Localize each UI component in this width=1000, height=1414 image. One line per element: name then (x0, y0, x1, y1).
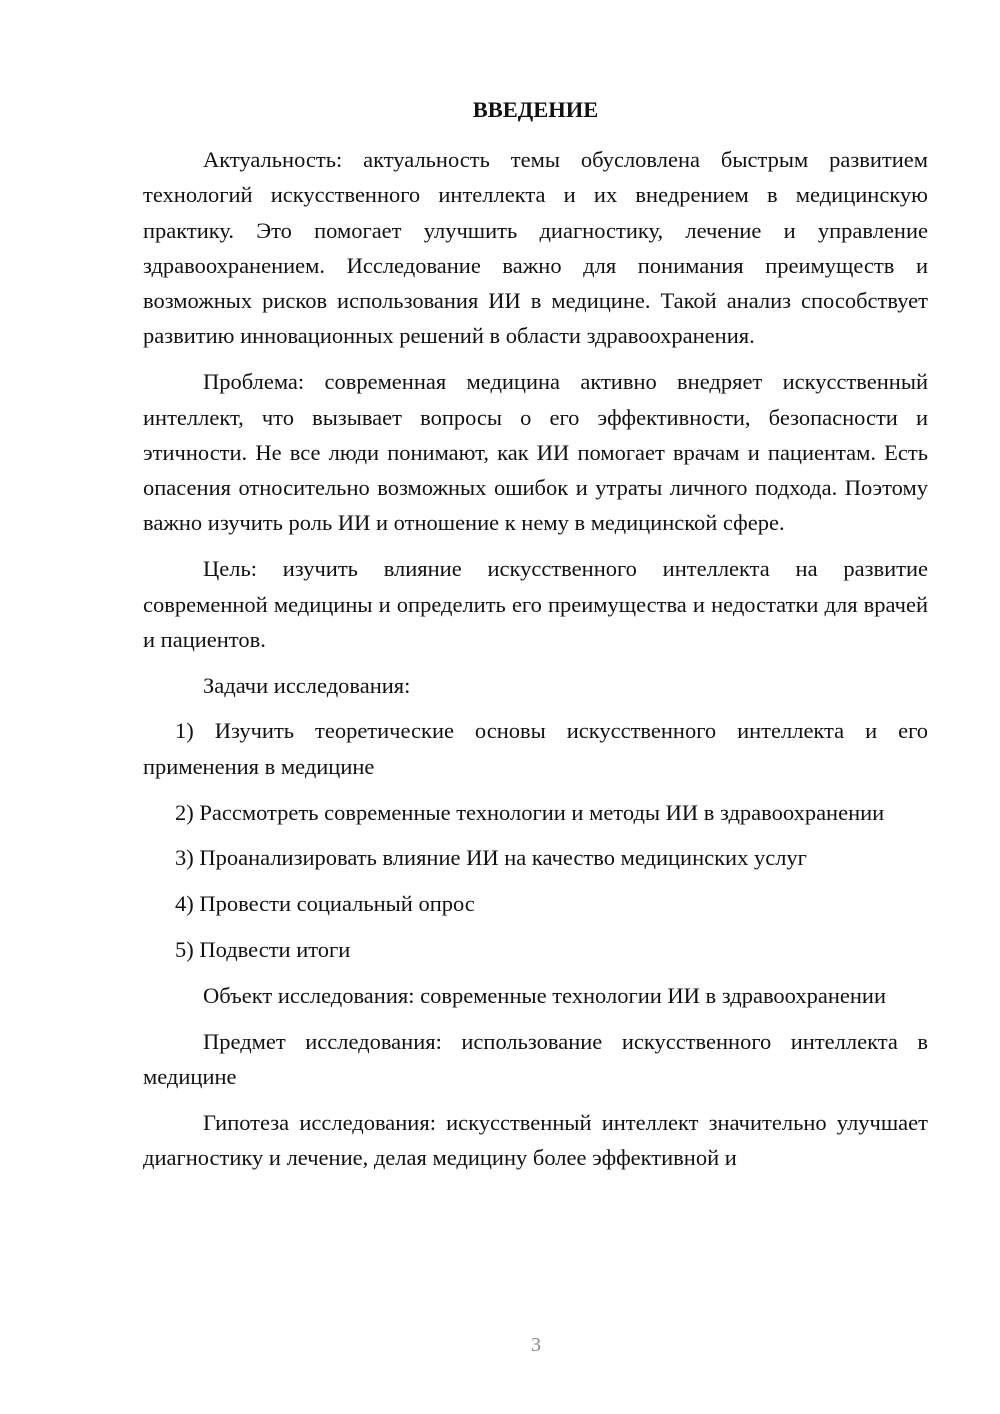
page-content (143, 92, 928, 1186)
page-number: 3 (531, 1334, 541, 1356)
task-item-3: 3) Проанализировать влияние ИИ на качество медицинских услуг (175, 845, 807, 871)
paragraph-relevance: Актуальность: актуальность темы обусловлена быстрым развитием технологий искусственного интеллекта и их внедрением в медицинскую практику. Это помогает улучшить диагностику, лечение и управление здравоохранением. Исследование важно для понимания преимуществ и возможных рисков использования ИИ в медицине. Такой анализ способствует развитию инновационных решений в области здравоохранения. (143, 147, 928, 349)
task-item-5: 5) Подвести итоги (175, 936, 351, 962)
paragraph-problem: Проблема: современная медицина активно внедряет искусственный интеллект, что вызывает вопросы о его эффективности, безопасности и этичности. Не все люди понимают, как ИИ помогает врачам и пациентам. Есть опасения относительно возможных ошибок и утраты личного подхода. Поэтому важно изучить роль ИИ и отношение к нему в медицинской сфере. (143, 369, 928, 536)
task-item-2: 2) Рассмотреть современные технологии и методы ИИ в здравоохранении (175, 799, 885, 825)
paragraph-hypothesis: Гипотеза исследования: искусственный интеллект значительно улучшает диагностику и лечение, делая медицину более эффективной и (143, 1109, 928, 1170)
task-item-1: 1) Изучить теоретические основы искусственного интеллекта и его применения в медицине (143, 718, 928, 779)
paragraph-tasks-heading: Задачи исследования: (203, 672, 411, 698)
paragraph-object: Объект исследования: современные технологии ИИ в здравоохранении (203, 982, 886, 1008)
task-item-4: 4) Провести социальный опрос (175, 891, 475, 917)
section-title: ВВЕДЕНИЕ (472, 97, 599, 122)
paragraph-goal: Цель: изучить влияние искусственного интеллекта на развитие современной медицины и определить его преимущества и недостатки для врачей и пациентов. (143, 556, 928, 652)
paragraph-subject: Предмет исследования: использование искусственного интеллекта в медицине (143, 1028, 928, 1089)
